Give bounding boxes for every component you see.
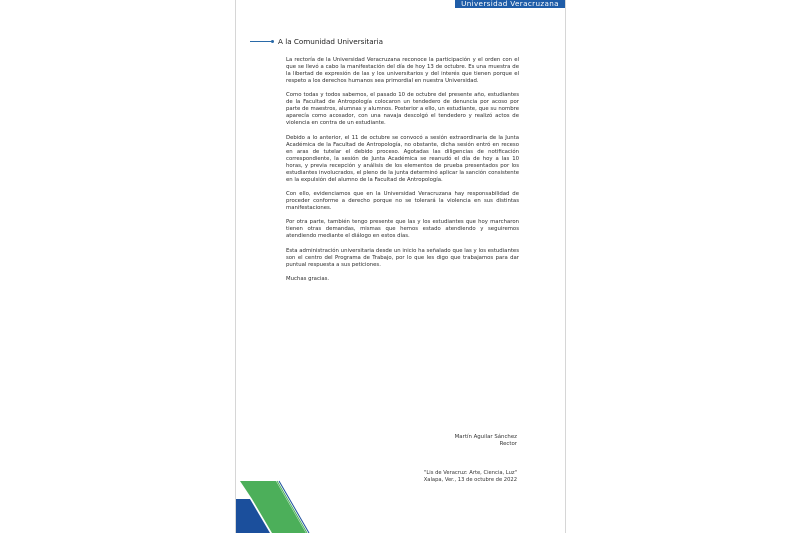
letter-body: [286, 57, 519, 290]
closing: Muchas gracias.: [286, 275, 330, 282]
paragraph: Por otra parte, también tengo presente que las y los estudiantes que hoy marcharon tienen otras demandas, mismas que hemos estado atendiendo y seguiremos atendiendo mediante el diálogo en estos días.: [286, 219, 519, 240]
motto-block: [424, 470, 517, 485]
signature-block: [455, 434, 517, 449]
university-logo-icon: [236, 469, 316, 533]
greeting-heading: [250, 37, 383, 46]
signer-name: Martín Aguilar Sánchez: [454, 434, 517, 440]
university-banner: Universidad Veracruzana: [455, 0, 565, 8]
letter-page: [235, 0, 566, 533]
paragraph: Con ello, evidenciamos que en la Universidad Veracruzana hay responsabilidad de proceder conforme a derecho porque no se tolerará la violencia en sus distintas manifestaciones.: [286, 191, 519, 212]
motto-text: "Lis de Veracruz: Arte, Ciencia, Luz": [424, 470, 517, 476]
paragraph: Esta administración universitaria desde un inicio ha señalado que las y los estudiantes son el centro del Programa de Trabajo, por lo que les digo que trabajamos para dar puntual respuesta a sus peticiones.: [286, 247, 519, 268]
signer-title: Rector: [499, 441, 517, 448]
paragraph: Como todas y todos sabemos, el pasado 10 de octubre del presente año, estudiantes de la Facultad de Antropología colocaron un tendedero de denuncia por acoso por parte de maestros, alumnas y alumnos. Posterior a ello, un estudiante, que su nombre aparecía como acosador, con una navaja descolgó el tendedero y realizó actos de violencia en contra de un estudiante.: [286, 92, 519, 127]
paragraph: La rectoría de la Universidad Veracruzana reconoce la participación y el orden con el que se llevó a cabo la manifestación del día de hoy 13 de octubre. Es una muestra de la libertad de expresión de las y los universitarios y del interés que tienen porque el respeto a los derechos humanos sea primordial en nuestra Universidad.: [286, 57, 519, 85]
greeting-text: A la Comunidad Universitaria: [278, 37, 383, 46]
heading-rule: [250, 41, 272, 42]
place-date: Xalapa, Ver., 13 de octubre de 2022: [423, 477, 517, 484]
paragraph: Debido a lo anterior, el 11 de octubre se convocó a sesión extraordinaria de la Junta Académica de la Facultad de Antropología, no obstante, dicha sesión entró en receso en aras de tutelar el debido proceso. Agotadas las diligencias de notificación correspondiente, la sesión de Junta Académica se reanudó el día de hoy a las 10 horas, y previa recepción y análisis de los elementos de prueba presentados por los estudiantes involucrados, el pleno de la junta determinó aplicar la sanción consistente en la expulsión del alumno de la Facultad de Antropología.: [286, 134, 519, 183]
